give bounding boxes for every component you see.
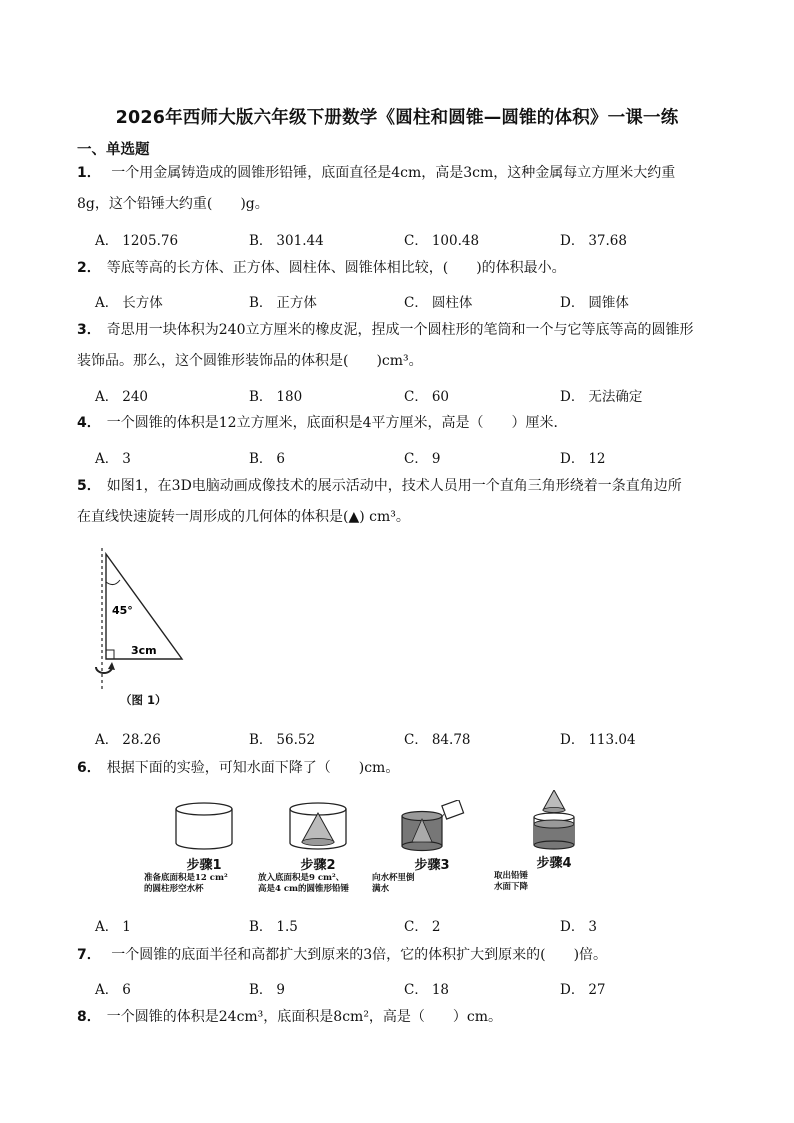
question-3-options — [95, 385, 735, 407]
question-3 — [77, 315, 727, 377]
figure-1-rotating-triangle — [88, 542, 208, 712]
question-number: 8． — [77, 1009, 101, 1025]
question-number: 2． — [77, 260, 101, 276]
question-4-options — [95, 447, 735, 469]
option-d[interactable]: D． 3 — [560, 919, 597, 935]
question-1-options — [95, 229, 735, 251]
step-description: 放入底面积是9 cm²、 高是4 cm的圆锥形铅锤 — [258, 873, 350, 894]
experiment-step-3 — [372, 800, 492, 895]
question-5-options — [95, 728, 735, 750]
option-b[interactable]: B． 180 — [249, 389, 303, 405]
option-d[interactable]: D． 27 — [560, 982, 606, 998]
option-c[interactable]: C． 84.78 — [404, 732, 471, 748]
question-6-options — [95, 915, 735, 937]
question-text-line2: 8g，这个铅锤大约重( )g。 — [77, 196, 269, 212]
option-b[interactable]: B． 56.52 — [249, 732, 316, 748]
option-b[interactable]: B． 301.44 — [249, 233, 324, 249]
question-number: 4． — [77, 415, 101, 431]
question-number: 6． — [77, 760, 101, 776]
step-description: 取出铅锤 水面下降 — [494, 871, 529, 892]
option-b[interactable]: B． 1.5 — [249, 919, 298, 935]
option-c[interactable]: C． 60 — [404, 389, 450, 405]
experiment-step-2 — [258, 800, 378, 895]
question-text-line1: 一个圆锥的体积是24cm³，底面积是8cm²，高是（ ）cm。 — [106, 1009, 503, 1025]
figure-caption: （图 1） — [120, 693, 167, 707]
option-c[interactable]: C． 2 — [404, 919, 441, 935]
section-heading: 一、单选题 — [77, 142, 150, 158]
step-title: 步骤1 — [186, 858, 222, 873]
question-2-options — [95, 291, 735, 313]
option-b[interactable]: B． 正方体 — [249, 295, 317, 311]
question-text-line2: 在直线快速旋转一周形成的几何体的体积是(▲) cm³。 — [77, 509, 410, 525]
question-7-options — [95, 978, 735, 1000]
experiment-step-4 — [494, 800, 614, 893]
option-d[interactable]: D． 无法确定 — [560, 389, 643, 405]
cup-after-removal-icon — [519, 790, 589, 850]
option-c[interactable]: C． 18 — [404, 982, 450, 998]
option-a[interactable]: A． 28.26 — [95, 732, 161, 748]
question-number: 5． — [77, 478, 101, 494]
arrow-head — [108, 662, 115, 670]
option-c[interactable]: C． 9 — [404, 451, 441, 467]
experiment-step-1 — [144, 800, 264, 895]
question-text-line1: 如图1，在3D电脑动画成像技术的展示活动中，技术人员用一个直角三角形绕着一条直角边所 — [106, 478, 682, 494]
empty-cup-icon — [169, 800, 239, 852]
option-d[interactable]: D． 37.68 — [560, 233, 627, 249]
option-c[interactable]: C． 圆柱体 — [404, 295, 473, 311]
option-d[interactable]: D． 圆锥体 — [560, 295, 629, 311]
step-description: 向水杯里倒 满水 — [372, 873, 415, 894]
option-b[interactable]: B． 6 — [249, 451, 286, 467]
question-number: 7． — [77, 947, 101, 963]
question-7 — [77, 940, 727, 971]
angle-label: 45° — [112, 604, 133, 617]
question-2 — [77, 253, 727, 284]
option-a[interactable]: A． 长方体 — [95, 295, 163, 311]
option-d[interactable]: D． 113.04 — [560, 732, 636, 748]
option-c[interactable]: C． 100.48 — [404, 233, 480, 249]
question-6 — [77, 753, 727, 784]
question-text-line1: 等底等高的长方体、正方体、圆柱体、圆锥体相比较，( )的体积最小。 — [106, 260, 566, 276]
question-number: 1． — [77, 165, 101, 181]
question-text-line1: 一个圆锥的体积是12立方厘米，底面积是4平方厘米，高是（ ）厘米． — [106, 415, 568, 431]
step-title: 步骤3 — [414, 858, 450, 873]
question-8 — [77, 1002, 727, 1033]
option-a[interactable]: A． 6 — [95, 982, 131, 998]
option-a[interactable]: A． 1205.76 — [95, 233, 179, 249]
option-b[interactable]: B． 9 — [249, 982, 286, 998]
question-1 — [77, 158, 727, 220]
question-text-line1: 奇思用一块体积为240立方厘米的橡皮泥，捏成一个圆柱形的笔筒和一个与它等底等高的圆锥形 — [106, 322, 694, 338]
question-text-line1: 一个用金属铸造成的圆锥形铅锤，底面直径是4cm，高是3cm，这种金属每立方厘米大约重 — [106, 165, 676, 181]
pouring-water-icon — [392, 800, 472, 852]
option-a[interactable]: A． 240 — [95, 389, 149, 405]
question-5 — [77, 471, 727, 533]
step-title: 步骤4 — [536, 856, 572, 871]
option-a[interactable]: A． 1 — [95, 919, 131, 935]
question-4 — [77, 408, 727, 439]
right-angle-mark — [106, 650, 114, 659]
option-d[interactable]: D． 12 — [560, 451, 606, 467]
side-label: 3cm — [131, 644, 157, 657]
angle-arc — [106, 580, 120, 585]
step-title: 步骤2 — [300, 858, 336, 873]
question-text-line1: 根据下面的实验，可知水面下降了（ )cm。 — [106, 760, 400, 776]
page-title: 2026年西师大版六年级下册数学《圆柱和圆锥—圆锥的体积》一课一练 — [115, 108, 679, 128]
question-text-line1: 一个圆锥的底面半径和高都扩大到原来的3倍，它的体积扩大到原来的( )倍。 — [106, 947, 608, 963]
step-description: 准备底面积是12 cm² 的圆柱形空水杯 — [144, 873, 228, 894]
question-number: 3． — [77, 322, 101, 338]
option-a[interactable]: A． 3 — [95, 451, 131, 467]
question-text-line2: 装饰品。那么，这个圆锥形装饰品的体积是( )cm³。 — [77, 353, 423, 369]
cup-with-cone-icon — [283, 800, 353, 852]
